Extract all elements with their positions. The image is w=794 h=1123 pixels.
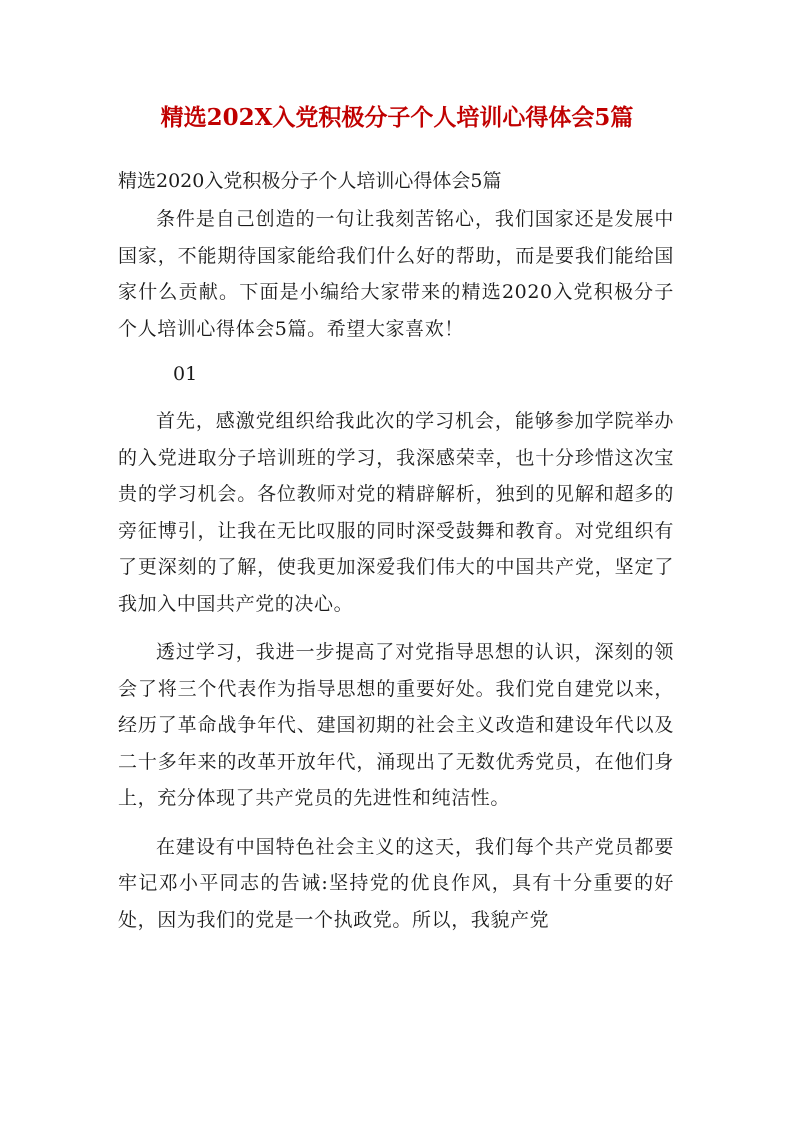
document-title: 精选202X入党积极分子个人培训心得体会5篇	[160, 104, 634, 131]
body-paragraph-2: 透过学习，我进一步提高了对党指导思想的认识，深刻的领会了将三个代表作为指导思想的重要好处。我们党自建党以来，经历了革命战争年代、建国初期的社会主义改造和建设年代以及二十多年来的改革开放年代，涌现出了无数优秀党员，在他们身上，充分体现了共产党员的先进性和纯洁性。	[118, 641, 674, 809]
section-number: 01	[173, 363, 198, 385]
body-paragraph-1: 首先，感激党组织给我此次的学习机会，能够参加学院举办的入党进取分子培训班的学习，我深感荣幸，也十分珍惜这次宝贵的学习机会。各位教师对党的精辟解析，独到的见解和超多的旁征博引，让我在无比叹服的同时深受鼓舞和教育。对党组织有了更深刻的了解，使我更加深爱我们伟大的中国共产党，坚定了我加入中国共产党的决心。	[118, 410, 674, 615]
document-body	[118, 201, 674, 950]
document-subtitle: 精选2020入党积极分子个人培训心得体会5篇	[118, 170, 502, 192]
body-paragraph-3: 在建设有中国特色社会主义的这天，我们每个共产党员都要牢记邓小平同志的告诫:坚持党的优良作风，具有十分重要的好处，因为我们的党是一个执政党。所以，我貌产党	[118, 835, 674, 931]
intro-paragraph: 条件是自己创造的一句让我刻苦铭心，我们国家还是发展中国家，不能期待国家能给我们什么好的帮助，而是要我们能给国家什么贡献。下面是小编给大家带来的精选2020入党积极分子个人培训心得体会5篇。希望大家喜欢！	[118, 208, 674, 340]
